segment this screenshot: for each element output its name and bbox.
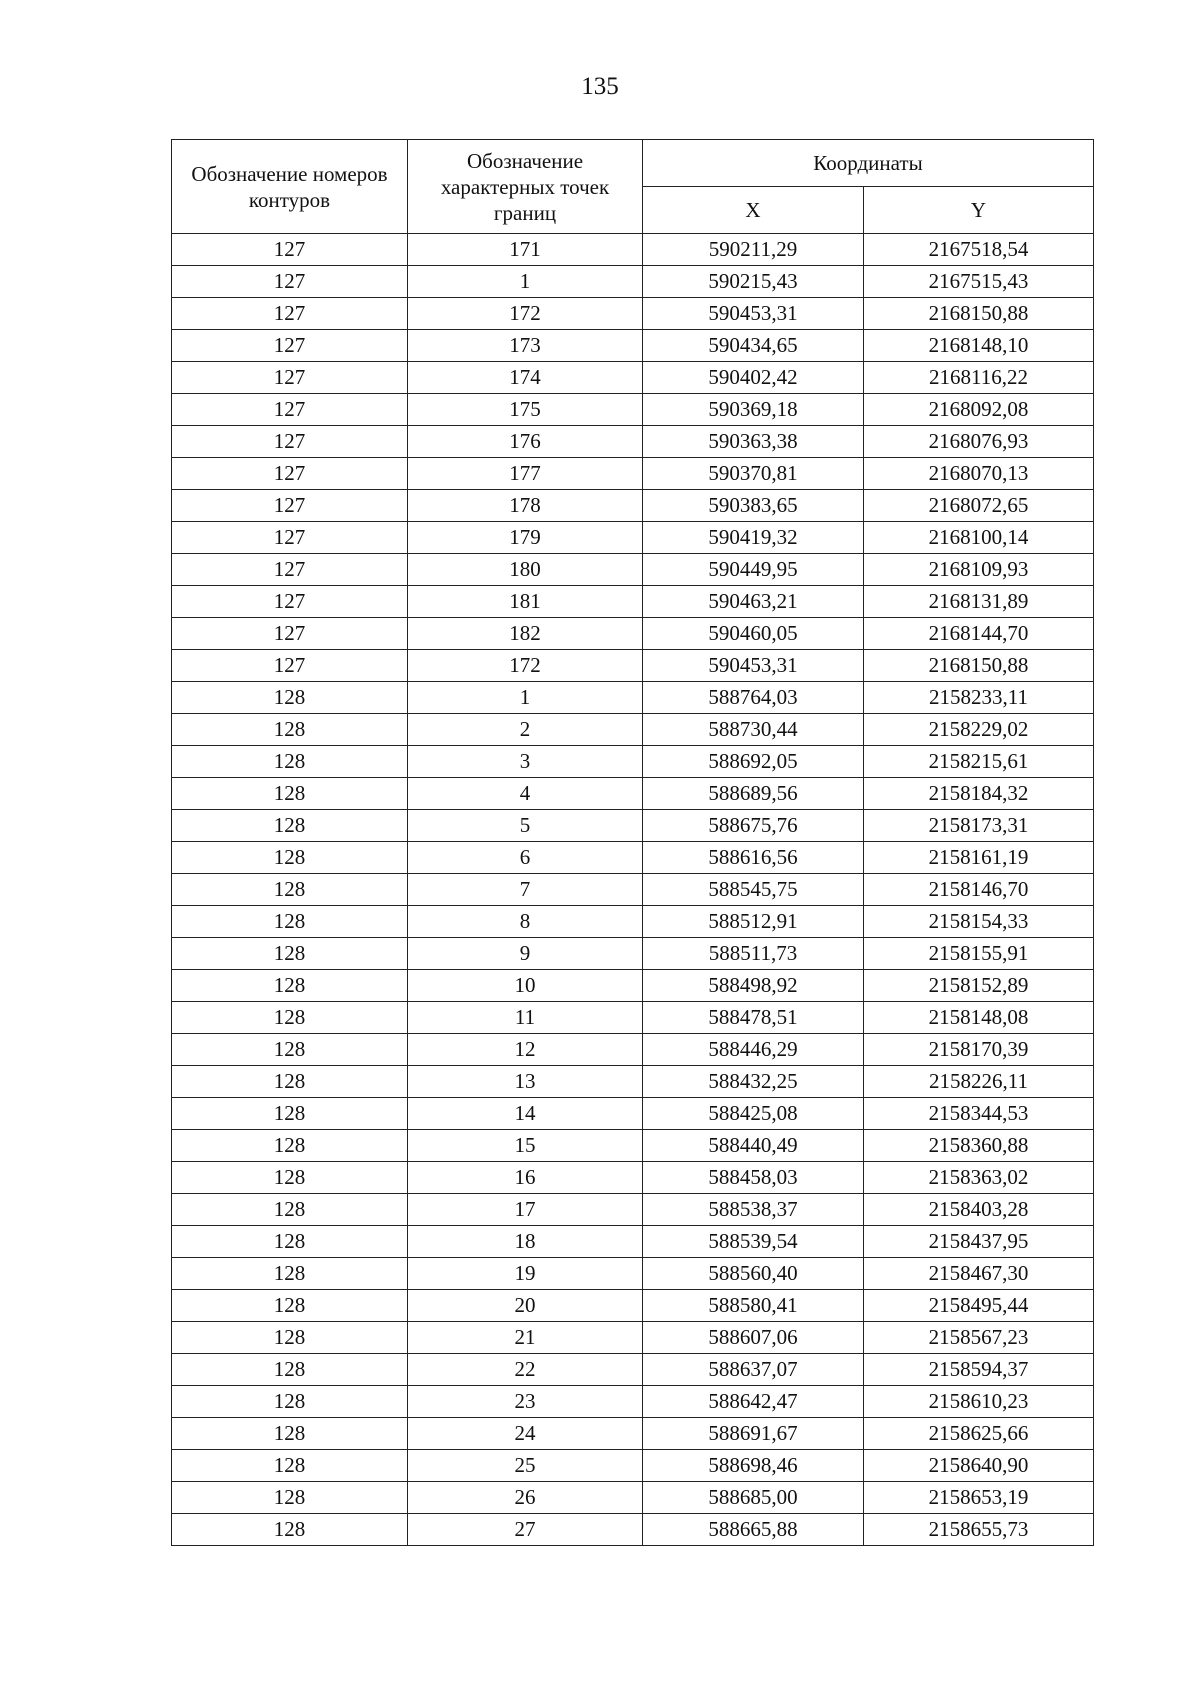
- cell-y: 2158467,30: [864, 1258, 1094, 1290]
- cell-contour: 128: [172, 1322, 408, 1354]
- cell-contour: 128: [172, 810, 408, 842]
- cell-y: 2158146,70: [864, 874, 1094, 906]
- coordinates-table: [171, 139, 1094, 1546]
- cell-point: 20: [408, 1290, 643, 1322]
- cell-contour: 128: [172, 938, 408, 970]
- cell-contour: 127: [172, 650, 408, 682]
- table-row: [172, 554, 1094, 586]
- table-row: [172, 1066, 1094, 1098]
- cell-y: 2167518,54: [864, 234, 1094, 266]
- cell-x: 588432,25: [643, 1066, 864, 1098]
- cell-y: 2158403,28: [864, 1194, 1094, 1226]
- cell-x: 588539,54: [643, 1226, 864, 1258]
- cell-contour: 127: [172, 458, 408, 490]
- header-coordinates: Координаты: [643, 140, 1094, 187]
- cell-x: 588764,03: [643, 682, 864, 714]
- cell-y: 2168148,10: [864, 330, 1094, 362]
- cell-point: 1: [408, 682, 643, 714]
- table-row: [172, 1450, 1094, 1482]
- cell-y: 2158495,44: [864, 1290, 1094, 1322]
- cell-x: 588446,29: [643, 1034, 864, 1066]
- cell-point: 18: [408, 1226, 643, 1258]
- cell-point: 171: [408, 234, 643, 266]
- table-row: [172, 1290, 1094, 1322]
- table-row: [172, 234, 1094, 266]
- cell-y: 2168100,14: [864, 522, 1094, 554]
- cell-point: 11: [408, 1002, 643, 1034]
- cell-point: 180: [408, 554, 643, 586]
- cell-y: 2168150,88: [864, 650, 1094, 682]
- table-row: [172, 362, 1094, 394]
- cell-y: 2158640,90: [864, 1450, 1094, 1482]
- table-row: [172, 938, 1094, 970]
- cell-x: 588607,06: [643, 1322, 864, 1354]
- cell-point: 22: [408, 1354, 643, 1386]
- cell-x: 590449,95: [643, 554, 864, 586]
- table-row: [172, 682, 1094, 714]
- cell-point: 17: [408, 1194, 643, 1226]
- table-row: [172, 426, 1094, 458]
- cell-y: 2168144,70: [864, 618, 1094, 650]
- cell-contour: 128: [172, 1482, 408, 1514]
- cell-y: 2158655,73: [864, 1514, 1094, 1546]
- cell-point: 23: [408, 1386, 643, 1418]
- table-row: [172, 970, 1094, 1002]
- cell-contour: 127: [172, 330, 408, 362]
- table-row: [172, 1322, 1094, 1354]
- table-row: [172, 1354, 1094, 1386]
- cell-y: 2168150,88: [864, 298, 1094, 330]
- table-row: [172, 778, 1094, 810]
- cell-point: 10: [408, 970, 643, 1002]
- cell-contour: 128: [172, 874, 408, 906]
- cell-point: 2: [408, 714, 643, 746]
- cell-x: 588692,05: [643, 746, 864, 778]
- cell-point: 24: [408, 1418, 643, 1450]
- table-row: [172, 266, 1094, 298]
- table-row: [172, 810, 1094, 842]
- cell-x: 590419,32: [643, 522, 864, 554]
- header-x: X: [643, 187, 864, 234]
- table-row: [172, 906, 1094, 938]
- cell-contour: 128: [172, 746, 408, 778]
- cell-x: 588425,08: [643, 1098, 864, 1130]
- cell-x: 588685,00: [643, 1482, 864, 1514]
- cell-x: 588478,51: [643, 1002, 864, 1034]
- cell-contour: 127: [172, 554, 408, 586]
- cell-y: 2158152,89: [864, 970, 1094, 1002]
- table-row: [172, 1034, 1094, 1066]
- cell-y: 2168076,93: [864, 426, 1094, 458]
- cell-y: 2158161,19: [864, 842, 1094, 874]
- cell-point: 16: [408, 1162, 643, 1194]
- table-row: [172, 618, 1094, 650]
- cell-contour: 128: [172, 1290, 408, 1322]
- cell-x: 588458,03: [643, 1162, 864, 1194]
- cell-point: 172: [408, 298, 643, 330]
- cell-contour: 128: [172, 1002, 408, 1034]
- cell-point: 8: [408, 906, 643, 938]
- cell-contour: 128: [172, 1194, 408, 1226]
- cell-x: 590363,38: [643, 426, 864, 458]
- cell-x: 590383,65: [643, 490, 864, 522]
- cell-x: 590369,18: [643, 394, 864, 426]
- cell-contour: 127: [172, 362, 408, 394]
- cell-x: 588440,49: [643, 1130, 864, 1162]
- cell-x: 590453,31: [643, 298, 864, 330]
- table-row: [172, 1162, 1094, 1194]
- cell-point: 175: [408, 394, 643, 426]
- cell-contour: 127: [172, 234, 408, 266]
- table-row: [172, 490, 1094, 522]
- cell-y: 2158173,31: [864, 810, 1094, 842]
- cell-contour: 128: [172, 1418, 408, 1450]
- cell-contour: 127: [172, 522, 408, 554]
- cell-point: 178: [408, 490, 643, 522]
- cell-y: 2158184,32: [864, 778, 1094, 810]
- table-row: [172, 1386, 1094, 1418]
- cell-contour: 127: [172, 266, 408, 298]
- cell-x: 590211,29: [643, 234, 864, 266]
- cell-contour: 128: [172, 1034, 408, 1066]
- cell-x: 588689,56: [643, 778, 864, 810]
- cell-contour: 128: [172, 682, 408, 714]
- table-row: [172, 1098, 1094, 1130]
- page-number: 135: [581, 73, 619, 100]
- cell-contour: 127: [172, 298, 408, 330]
- cell-contour: 128: [172, 906, 408, 938]
- cell-y: 2158233,11: [864, 682, 1094, 714]
- table-row: [172, 586, 1094, 618]
- table-row: [172, 650, 1094, 682]
- cell-y: 2167515,43: [864, 266, 1094, 298]
- cell-point: 181: [408, 586, 643, 618]
- cell-y: 2158360,88: [864, 1130, 1094, 1162]
- cell-y: 2168109,93: [864, 554, 1094, 586]
- cell-point: 182: [408, 618, 643, 650]
- cell-x: 588498,92: [643, 970, 864, 1002]
- table-row: [172, 458, 1094, 490]
- cell-x: 590463,21: [643, 586, 864, 618]
- cell-contour: 128: [172, 1514, 408, 1546]
- table-row: [172, 1258, 1094, 1290]
- table-row: [172, 1194, 1094, 1226]
- cell-point: 3: [408, 746, 643, 778]
- cell-point: 1: [408, 266, 643, 298]
- cell-x: 590402,42: [643, 362, 864, 394]
- cell-y: 2158594,37: [864, 1354, 1094, 1386]
- cell-contour: 127: [172, 490, 408, 522]
- cell-x: 588675,76: [643, 810, 864, 842]
- table-row: [172, 330, 1094, 362]
- cell-point: 15: [408, 1130, 643, 1162]
- cell-contour: 128: [172, 842, 408, 874]
- table-row: [172, 1130, 1094, 1162]
- cell-point: 9: [408, 938, 643, 970]
- cell-contour: 127: [172, 586, 408, 618]
- cell-y: 2158215,61: [864, 746, 1094, 778]
- cell-x: 588730,44: [643, 714, 864, 746]
- cell-y: 2158226,11: [864, 1066, 1094, 1098]
- table-row: [172, 298, 1094, 330]
- cell-y: 2168070,13: [864, 458, 1094, 490]
- cell-x: 588538,37: [643, 1194, 864, 1226]
- cell-contour: 128: [172, 1098, 408, 1130]
- cell-point: 176: [408, 426, 643, 458]
- cell-point: 4: [408, 778, 643, 810]
- table-row: [172, 1418, 1094, 1450]
- cell-point: 26: [408, 1482, 643, 1514]
- cell-contour: 128: [172, 1162, 408, 1194]
- table-row: [172, 1514, 1094, 1546]
- cell-x: 588580,41: [643, 1290, 864, 1322]
- cell-contour: 128: [172, 1354, 408, 1386]
- cell-x: 588665,88: [643, 1514, 864, 1546]
- cell-point: 173: [408, 330, 643, 362]
- cell-y: 2158625,66: [864, 1418, 1094, 1450]
- cell-x: 588698,46: [643, 1450, 864, 1482]
- cell-y: 2158653,19: [864, 1482, 1094, 1514]
- cell-point: 14: [408, 1098, 643, 1130]
- cell-point: 25: [408, 1450, 643, 1482]
- cell-contour: 128: [172, 1386, 408, 1418]
- cell-y: 2168131,89: [864, 586, 1094, 618]
- cell-point: 7: [408, 874, 643, 906]
- cell-contour: 128: [172, 1066, 408, 1098]
- cell-x: 590460,05: [643, 618, 864, 650]
- table-body: [172, 234, 1094, 1546]
- table-row: [172, 746, 1094, 778]
- cell-contour: 128: [172, 714, 408, 746]
- cell-point: 174: [408, 362, 643, 394]
- cell-x: 588691,67: [643, 1418, 864, 1450]
- cell-point: 177: [408, 458, 643, 490]
- cell-point: 5: [408, 810, 643, 842]
- cell-contour: 127: [172, 618, 408, 650]
- cell-x: 588642,47: [643, 1386, 864, 1418]
- cell-x: 588637,07: [643, 1354, 864, 1386]
- cell-contour: 127: [172, 394, 408, 426]
- cell-x: 590370,81: [643, 458, 864, 490]
- cell-contour: 128: [172, 1450, 408, 1482]
- table-row: [172, 394, 1094, 426]
- header-contour-number: Обозначение номеров контуров: [172, 140, 408, 234]
- cell-contour: 128: [172, 1130, 408, 1162]
- cell-x: 588616,56: [643, 842, 864, 874]
- cell-point: 13: [408, 1066, 643, 1098]
- table-row: [172, 1002, 1094, 1034]
- cell-y: 2158567,23: [864, 1322, 1094, 1354]
- cell-y: 2168116,22: [864, 362, 1094, 394]
- cell-x: 590453,31: [643, 650, 864, 682]
- header-boundary-point: Обозначение характерных точек границ: [408, 140, 643, 234]
- cell-contour: 128: [172, 1226, 408, 1258]
- cell-x: 588560,40: [643, 1258, 864, 1290]
- cell-point: 27: [408, 1514, 643, 1546]
- cell-contour: 127: [172, 426, 408, 458]
- cell-y: 2158229,02: [864, 714, 1094, 746]
- cell-point: 21: [408, 1322, 643, 1354]
- cell-y: 2158170,39: [864, 1034, 1094, 1066]
- cell-y: 2168072,65: [864, 490, 1094, 522]
- cell-point: 12: [408, 1034, 643, 1066]
- cell-point: 6: [408, 842, 643, 874]
- cell-y: 2158610,23: [864, 1386, 1094, 1418]
- cell-contour: 128: [172, 970, 408, 1002]
- cell-y: 2158363,02: [864, 1162, 1094, 1194]
- table-row: [172, 874, 1094, 906]
- cell-x: 588512,91: [643, 906, 864, 938]
- cell-x: 588511,73: [643, 938, 864, 970]
- cell-y: 2158148,08: [864, 1002, 1094, 1034]
- header-y: Y: [864, 187, 1094, 234]
- table-row: [172, 714, 1094, 746]
- cell-point: 172: [408, 650, 643, 682]
- cell-x: 588545,75: [643, 874, 864, 906]
- cell-y: 2158154,33: [864, 906, 1094, 938]
- cell-point: 19: [408, 1258, 643, 1290]
- table-header: [172, 140, 1094, 234]
- cell-contour: 128: [172, 778, 408, 810]
- cell-x: 590434,65: [643, 330, 864, 362]
- table-row: [172, 1482, 1094, 1514]
- table-row: [172, 1226, 1094, 1258]
- cell-y: 2158437,95: [864, 1226, 1094, 1258]
- table-row: [172, 842, 1094, 874]
- table-row: [172, 522, 1094, 554]
- cell-y: 2168092,08: [864, 394, 1094, 426]
- cell-y: 2158155,91: [864, 938, 1094, 970]
- cell-point: 179: [408, 522, 643, 554]
- cell-x: 590215,43: [643, 266, 864, 298]
- cell-y: 2158344,53: [864, 1098, 1094, 1130]
- cell-contour: 128: [172, 1258, 408, 1290]
